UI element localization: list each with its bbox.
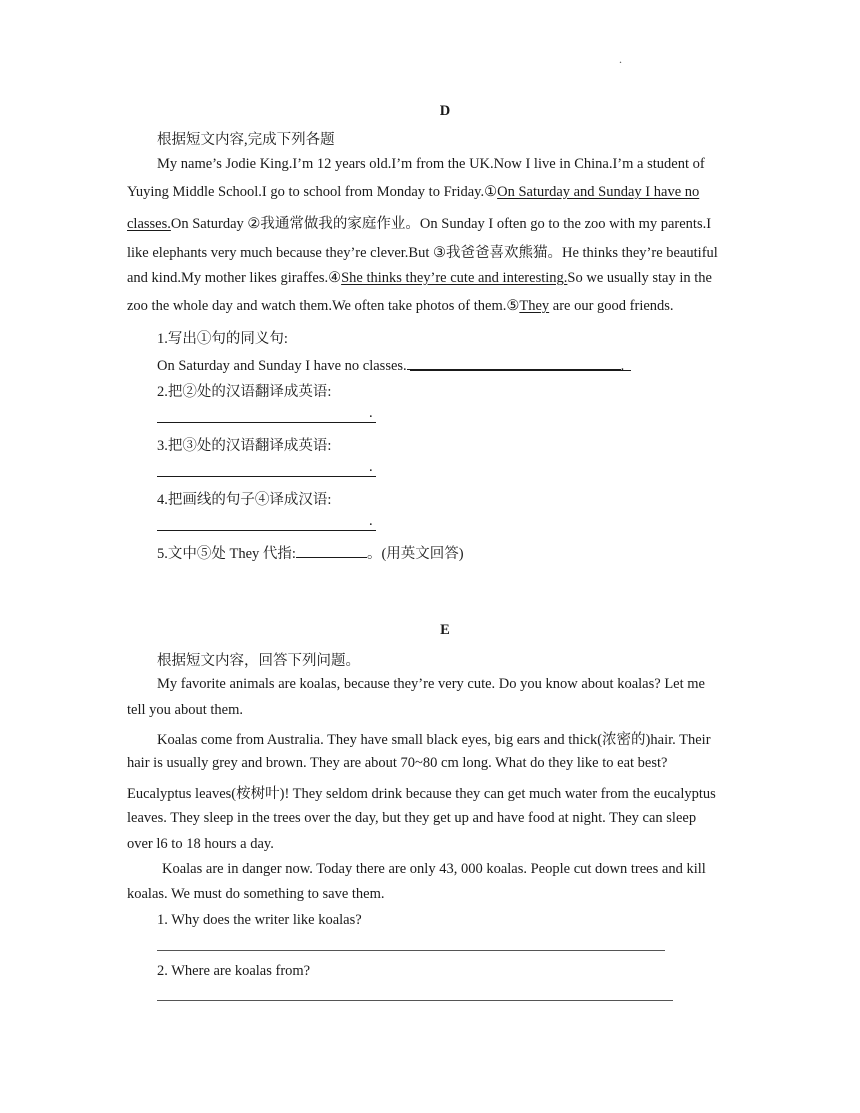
passage-e-line-5: Eucalyptus leaves(桉树叶)! They seldom drink because they can get much water from the eucalyptus (127, 786, 716, 802)
passage-e-line-3: Koalas come from Australia. They have small black eyes, big ears and thick(浓密的)hair. Their (157, 732, 711, 748)
passage-e-line-4: hair is usually grey and brown. They are about 70~80 cm long. What do they like to eat best? (127, 755, 668, 771)
answer-blank-1[interactable] (407, 355, 621, 370)
answer-blank-2[interactable] (157, 422, 376, 423)
underlined-word-they: They (519, 298, 550, 314)
answer-blank-4[interactable] (157, 530, 376, 531)
answer-blank-2-end: . (369, 405, 373, 421)
passage-e-line-1: My favorite animals are koalas, because they’re very cute. Do you know about koalas? Let me (157, 676, 705, 692)
question-d-5: 5.文中⑤处 They 代指: 。(用英文回答) (157, 542, 464, 563)
passage-d-line-2: Yuying Middle School.I go to school from Monday to Friday.①On Saturday and Sunday I have no (127, 184, 700, 200)
passage-e-line-9: koalas. We must do something to save them. (127, 886, 385, 902)
passage-d-line-5: and kind.My mother likes giraffes.④She thinks they’re cute and interesting.So we usually stay in the (127, 270, 712, 286)
answer-blank-3-end: . (369, 459, 373, 475)
answer-line-e-2[interactable] (157, 1000, 673, 1001)
passage-d-line-6: zoo the whole day and watch them.We often take photos of them.⑤They are our good friends. (127, 298, 674, 314)
answer-blank-4-end: . (369, 513, 373, 529)
question-d-4: 4.把画线的句子④译成汉语: (157, 492, 332, 508)
passage-e-line-7: over l6 to 18 hours a day. (127, 836, 274, 852)
section-e-instruction: 根据短文内容，回答下列问题。 (157, 653, 360, 669)
question-d-1: 1.写出①句的同义句: (157, 331, 288, 347)
underlined-sentence-4: She thinks they’re cute and interesting. (341, 270, 568, 286)
answer-blank-5[interactable] (296, 543, 367, 558)
passage-e-line-6: leaves. They sleep in the trees over the day, but they get up and have food at night. They can sleep (127, 810, 697, 826)
answer-blank-3[interactable] (157, 476, 376, 477)
answer-underline-1 (410, 370, 631, 371)
question-e-1: 1. Why does the writer like koalas? (157, 912, 362, 928)
passage-d-line-1: My name’s Jodie King.I’m 12 years old.I’m from the UK.Now I live in China.I’m a student of (157, 156, 705, 172)
answer-line-e-1[interactable] (157, 950, 665, 951)
passage-e-line-8: Koalas are in danger now. Today there are only 43, 000 koalas. People cut down trees and kill (162, 861, 706, 877)
question-d-1-answer-line: On Saturday and Sunday I have no classes. . (157, 355, 624, 375)
question-d-2: 2.把②处的汉语翻译成英语: (157, 384, 332, 400)
passage-e-line-2: tell you about them. (127, 702, 243, 718)
passage-d-line-4: like elephants very much because they’re clever.But ③我爸爸喜欢熊猫。He thinks they’re beautiful (127, 245, 718, 261)
passage-d-line-3: classes.On Saturday ②我通常做我的家庭作业。On Sunday I often go to the zoo with my parents.I (127, 216, 712, 232)
underlined-sentence-1-end: classes. (127, 216, 171, 232)
question-d-3: 3.把③处的汉语翻译成英语: (157, 438, 332, 454)
section-d-instruction: 根据短文内容,完成下列各题 (157, 132, 335, 148)
section-d-heading: D (439, 103, 451, 119)
question-e-2: 2. Where are koalas from? (157, 963, 311, 979)
section-e-heading: E (440, 622, 450, 638)
underlined-sentence-1: On Saturday and Sunday I have no (497, 184, 700, 200)
page-mark: . (619, 52, 622, 66)
